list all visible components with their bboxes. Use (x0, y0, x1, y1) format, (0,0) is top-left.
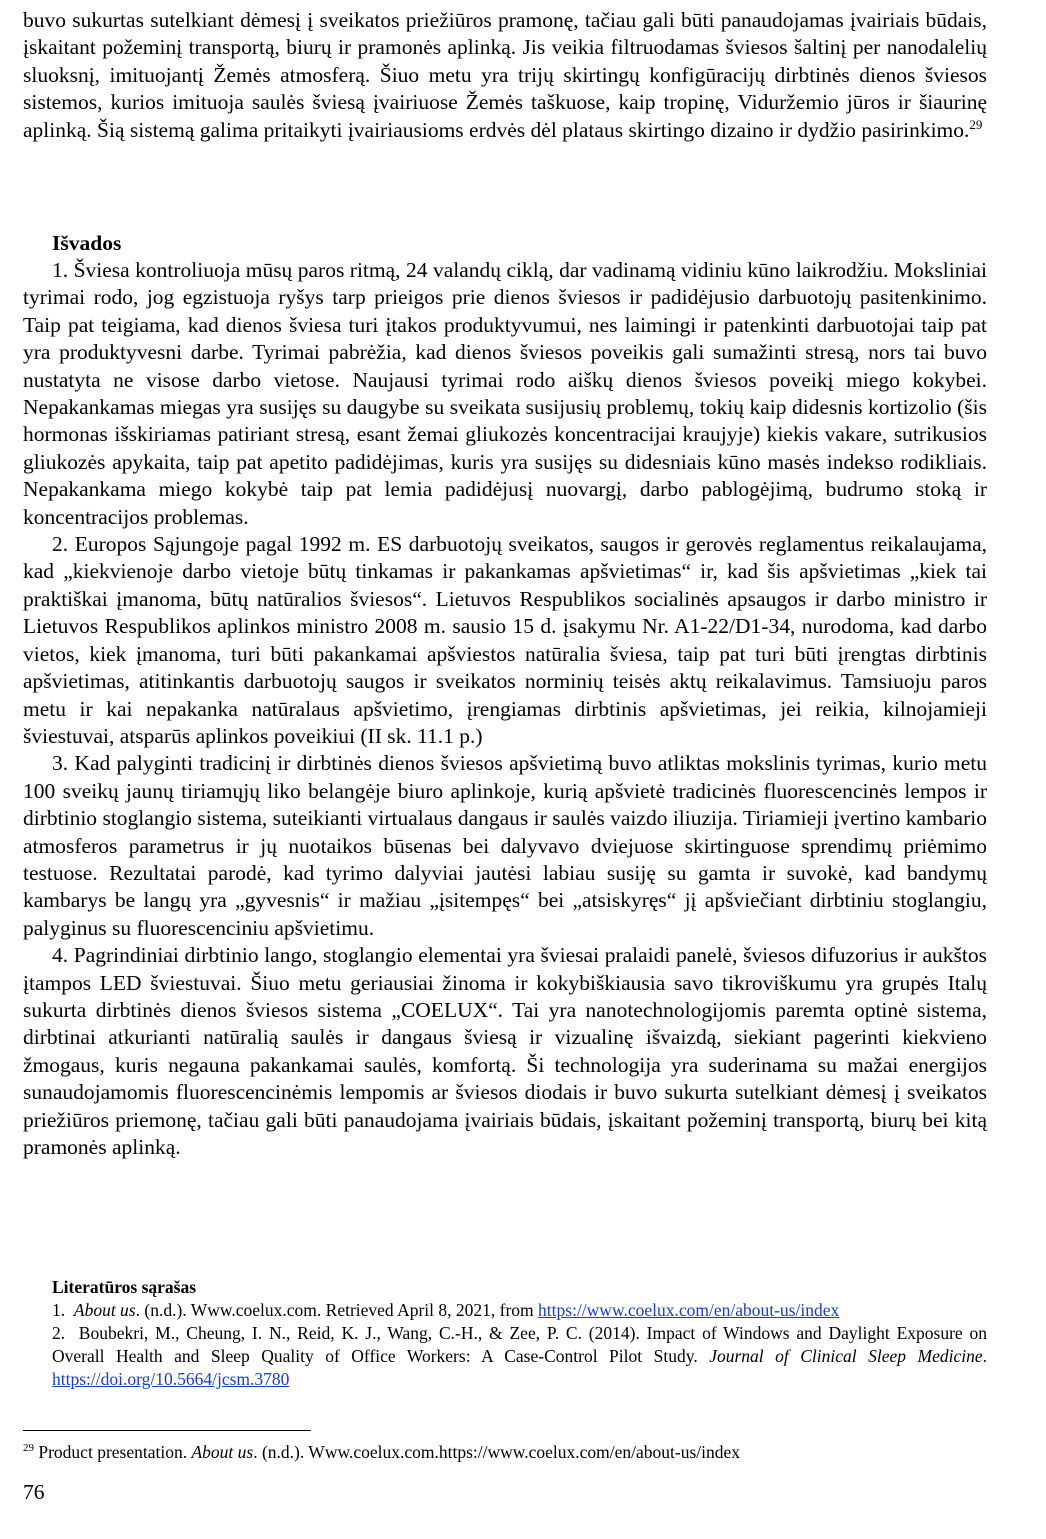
paragraph-text: buvo sukurtas sutelkiant dėmesį į sveikatos priežiūros pramonę, tačiau gali būti panaudojamas įvairiais būdais, įskaitant požeminį transportą, biurų ir pramonės aplinką. Jis veikia filtruodamas šviesos šaltinį per nanodalelių sluoksnį, imituojantį Žemės atmosferą. Šiuo metu yra trijų skirtingų konfigūracijų dirbtinės dienos šviesos sistemos, kurios imituoja saulės šviesą įvairiuose Žemės taškuose, kaip tropinę, Viduržemio jūros ir šiaurinę aplinką. Šią sistemą galima pritaikyti įvairiausioms erdvės dėl plataus skirtingo dizaino ir dydžio pasirinkimo. (23, 8, 987, 142)
ref-link[interactable]: https://www.coelux.com/en/about-us/index (538, 1300, 840, 1320)
conclusion-item-3: 3. Kad palyginti tradicinį ir dirbtinės dienos šviesos apšvietimą buvo atliktas mokslinis tyrimas, kurio metu 100 sveikų jaunų tiriamųjų liko belangėje biuro aplinkoje, kurią apšvietė tradicinės fluorescencinės lempos ir dirbtinio stoglangio sistema, suteikianti virtualaus dangaus ir saulės vaizdo iliuzija. Tiriamieji įvertino kambario atmosferos parametrus ir jų nuotaikos būsenas bei dalyvavo dviejuose skirtinguose sprendimų priėmimo testuose. Rezultatai parodė, kad tyrimo dalyviai jautėsi labiau susiję su gamta ir suvokė, kad bandymų kambarys be langų yra „gyvesnis“ ir mažiau „įsitempęs“ bei „atsiskyręs“ jį apšviečiant dirbtiniu stoglangiu, palyginus su fluorescenciniu apšvietimu. (23, 751, 987, 940)
footnote (23, 1441, 987, 1464)
literature-item-1 (52, 1299, 987, 1322)
footnote-number: 29 (23, 1442, 34, 1455)
page-number: 76 (23, 1480, 45, 1504)
literature-list (52, 1299, 987, 1391)
footnote-reference[interactable]: 29 (969, 116, 983, 132)
conclusions-heading: Išvados (52, 231, 122, 255)
footnote-divider (23, 1430, 311, 1431)
literature-heading: Literatūros sąrašas (52, 1277, 197, 1297)
conclusion-item-2: 2. Europos Sąjungoje pagal 1992 m. ES darbuotojų sveikatos, saugos ir gerovės reglamentus reikalaujama, kad „kiekvienoje darbo vietoje būtų tinkamas ir pakankamas apšvietimas“ ir, kad šis apšvietimas „kiek tai praktiškai įmanoma, būtų natūralios šviesos“. Lietuvos Respublikos socialinės apsaugos ir darbo ministro ir Lietuvos Respublikos aplinkos ministro 2008 m. sausio 15 d. įsakymu Nr. A1-22/D1-34, nurodoma, kad darbo vietos, kiek įmanoma, turi būti pakankamai apšviestos natūralia šviesa, taip pat turi būti įrengtas dirbtinis apšvietimas, atitinkantis darbuotojų saugos ir sveikatos norminių teisės aktų reikalavimus. Tamsiuoju paros metu ir kai nepakanka natūralaus apšvietimo, įrengiamas dirbtinis apšvietimas, jei reikia, kilnojamieji šviestuvai, atsparūs aplinkos poveikiui (II sk. 11.1 p.) (23, 532, 987, 748)
conclusion-item-4: 4. Pagrindiniai dirbtinio lango, stoglangio elementai yra šviesai pralaidi panelė, šviesos difuzorius ir aukštos įtampos LED šviestuvai. Šiuo metu geriausiai žinoma ir kokybiškiausia savo tikroviškumu yra grupės Italų sukurta dirbtinės dienos šviesos sistema „COELUX“. Tai yra nanotechnologijomis paremta optinė sistema, dirbtinai atkurianti natūralią saulės ir dangaus šviesą ir vizualinę išvaizdą, siekiant pagerinti kiekvieno žmogaus, kuris negauna pakankamai saulės, komfortą. Ši technologija yra suderinama su mažai energijos sunaudojamomis fluorescencinėmis lempomis ar šviesos diodais ir buvo sukurta sutelkiant dėmesį į sveikatos priežiūros priemonę, tačiau gali būti panaudojama įvairiais būdais, įskaitant požeminį transportą, biurų bei kitą pramonės aplinką. (23, 943, 987, 1159)
ref-authors: Boubekri, M., Cheung, I. N., Reid, K. J., Wang, C.-H., & Zee, P. C. (2014). Impact of Windows and Daylight Exposure on Overall Health and Sleep Quality of Office Workers: A Case-Control Pilot Study. (52, 1323, 987, 1366)
conclusion-item-1: 1. Šviesa kontroliuoja mūsų paros ritmą, 24 valandų ciklą, dar vadinamą vidiniu kūno laikrodžiu. Moksliniai tyrimai rodo, jog egzistuoja ryšys tarp prieigos prie dienos šviesos ir padidėjusio darbuotojų pasitenkinimo. Taip pat teigiama, kad dienos šviesa turi įtakos produktyvumui, nes laimingi ir patenkinti darbuotojai taip pat yra produktyvesni darbe. Tyrimai pabrėžia, kad dienos šviesos poveikis gali sumažinti stresą, nors tai buvo nustatyta ne visose darbo vietose. Naujausi tyrimai rodo aiškų dienos šviesos poveikį miego kokybei. Nepakankamas miegas yra susijęs su daugybe su sveikata susijusių problemų, tokių kaip didesnis kortizolio (šis hormonas išskiriamas patiriant stresą, esant žemai gliukozės koncentracijai kraujyje) kiekis vakare, sutrikusios gliukozės apykaita, taip pat apetito padidėjimas, kuris yra susijęs su didesniais kūno masės indekso rodikliais. Nepakankama miego kokybė taip pat lemia padidėjusį nuovargį, darbo pablogėjimą, budrumo stoką ir koncentracijos problemas. (23, 258, 987, 529)
ref-journal: Journal of Clinical Sleep Medicine (709, 1346, 983, 1366)
paragraph (23, 7, 987, 144)
footnote-title: About us (191, 1442, 254, 1462)
top-paragraph (23, 7, 987, 144)
conclusions-section (23, 257, 987, 1161)
ref-separator: . (982, 1346, 987, 1366)
footnote-prefix: Product presentation. (34, 1442, 192, 1462)
ref-number: 1. (52, 1300, 66, 1320)
ref-details: . (n.d.). Www.coelux.com. Retrieved April 8, 2021, from (135, 1300, 539, 1320)
footnote-details: . (n.d.). Www.coelux.com.https://www.coelux.com/en/about-us/index (253, 1442, 741, 1462)
ref-link[interactable]: https://doi.org/10.5664/jcsm.3780 (52, 1369, 290, 1389)
literature-item-2 (52, 1322, 987, 1391)
ref-title: About us (73, 1300, 136, 1320)
ref-number: 2. (52, 1323, 66, 1343)
